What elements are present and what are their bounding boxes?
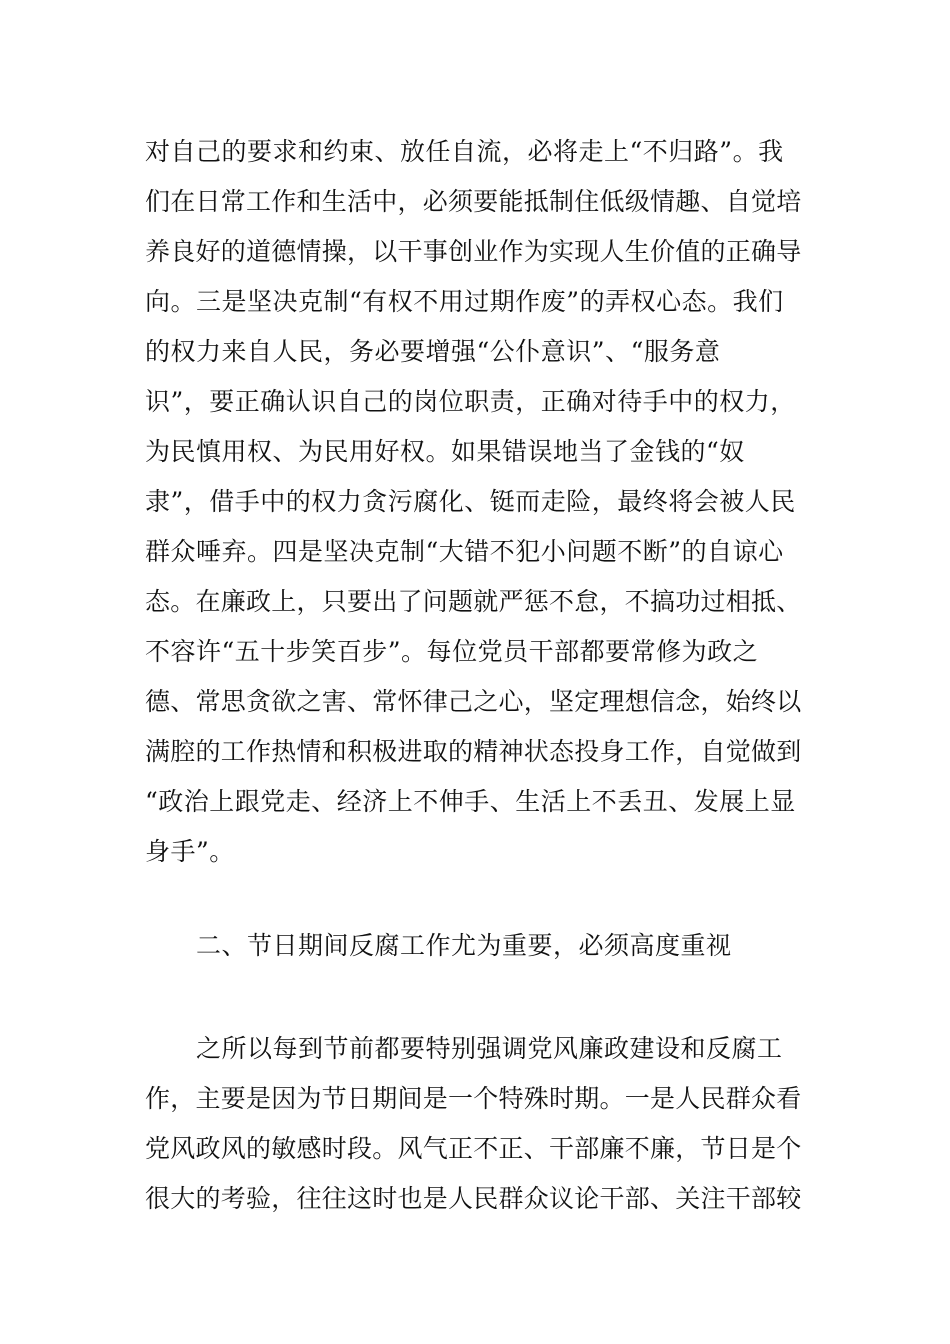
paragraph-line: 作，主要是因为节日期间是一个特殊时期。一是人民群众看 <box>145 1084 802 1113</box>
paragraph-line: 隶”，借手中的权力贪污腐化、铤而走险，最终将会被人民 <box>145 487 796 516</box>
paragraph-line: 群众唾弃。四是坚决克制“大错不犯小问题不断”的自谅心 <box>145 537 784 566</box>
paragraph-line: 态。在廉政上，只要出了问题就严惩不怠，不搞功过相抵、 <box>145 587 802 616</box>
section-heading: 二、节日期间反腐工作尤为重要，必须高度重视 <box>196 931 732 960</box>
paragraph-line: 德、常思贪欲之害、常怀律己之心，坚定理想信念，始终以 <box>145 687 802 716</box>
paragraph-line: 们在日常工作和生活中，必须要能抵制住低级情趣、自觉培 <box>145 187 802 216</box>
paragraph-line: 为民慎用权、为民用好权。如果错误地当了金钱的“奴 <box>145 437 745 466</box>
paragraph-line: 不容许“五十步笑百步”。每位党员干部都要常修为政之 <box>145 637 759 666</box>
paragraph-line: 满腔的工作热情和积极进取的精神状态投身工作，自觉做到 <box>145 737 802 766</box>
paragraph-line: 对自己的要求和约束、放任自流，必将走上“不归路”。我 <box>145 137 784 166</box>
paragraph-line: 党风政风的敏感时段。风气正不正、干部廉不廉，节日是个 <box>145 1134 802 1163</box>
paragraph-line: 身手”。 <box>145 837 235 866</box>
paragraph-line: “政治上跟党走、经济上不伸手、生活上不丢丑、发展上显 <box>145 787 796 816</box>
paragraph-line: 很大的考验，往往这时也是人民群众议论干部、关注干部较 <box>145 1184 802 1213</box>
paragraph-line: 之所以每到节前都要特别强调党风廉政建设和反腐工 <box>196 1034 783 1063</box>
paragraph-line: 向。三是坚决克制“有权不用过期作废”的弄权心态。我们 <box>145 287 784 316</box>
paragraph-line: 养良好的道德情操，以干事创业作为实现人生价值的正确导 <box>145 237 802 266</box>
paragraph-line: 的权力来自人民，务必要增强“公仆意识”、“服务意 <box>145 337 721 366</box>
paragraph-line: 识”，要正确认识自己的岗位职责，正确对待手中的权力， <box>145 387 796 416</box>
